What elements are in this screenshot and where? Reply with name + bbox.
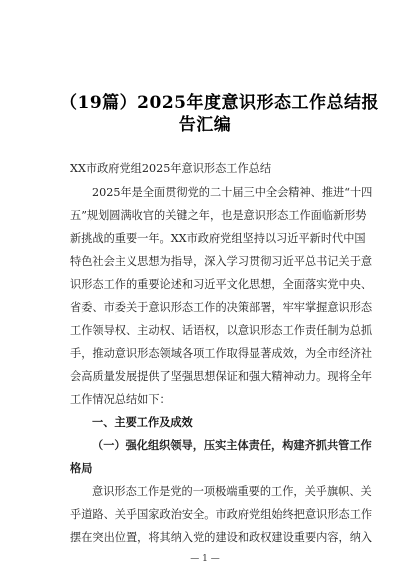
document-subtitle: XX市政府党组2025年意识形态工作总结	[70, 162, 272, 175]
paragraph-line: 省委、市委关于意识形态工作的决策部署，牢牢掌握意识形态	[70, 301, 373, 314]
paragraph-line: 五”规划圆满收官的关键之年，也是意识形态工作面临新形势	[70, 209, 367, 222]
paragraph-line: 手，推动意识形态领域各项工作取得显著成效，为全市经济社	[70, 347, 373, 360]
paragraph-line: 识形态工作的重要论述和习近平文化思想，全面落实党中央、	[70, 278, 373, 291]
paragraph-line: 会高质量发展提供了坚强思想保证和强大精神动力。现将全年	[70, 370, 373, 383]
paragraph-line: 摆在突出位置，将其纳入党的建设和政权建设重要内容，纳入	[70, 531, 373, 544]
paragraph-line: 工作领导权、主动权、话语权，以意识形态工作责任制为总抓	[70, 324, 373, 337]
document-title-line-2: 告汇编	[178, 115, 232, 135]
paragraph-line: 乎道路、关乎国家政治安全。市政府党组始终把意识形态工作	[70, 508, 373, 521]
subsection-heading-line: （一）强化组织领导，压实主体责任，构建齐抓共管工作	[92, 438, 372, 452]
paragraph-line: 工作情况总结如下：	[70, 393, 171, 406]
paragraph-line: 新挑战的重要一年。XX市政府党组坚持以习近平新时代中国	[70, 232, 366, 245]
subsection-heading-line: 格局	[70, 461, 93, 475]
section-heading: 一、主要工作及成效	[92, 415, 193, 429]
document-title-line-1: （19篇）2025年度意识形态工作总结报	[60, 93, 379, 113]
page-number: — 1 —	[190, 554, 220, 564]
paragraph-line: 特色社会主义思想为指导，深入学习贯彻习近平总书记关于意	[70, 255, 373, 268]
paragraph-line: 意识形态工作是党的一项极端重要的工作，关乎旗帜、关	[92, 485, 372, 498]
paragraph-line: 2025年是全面贯彻党的二十届三中全会精神、推进“十四	[92, 186, 373, 199]
